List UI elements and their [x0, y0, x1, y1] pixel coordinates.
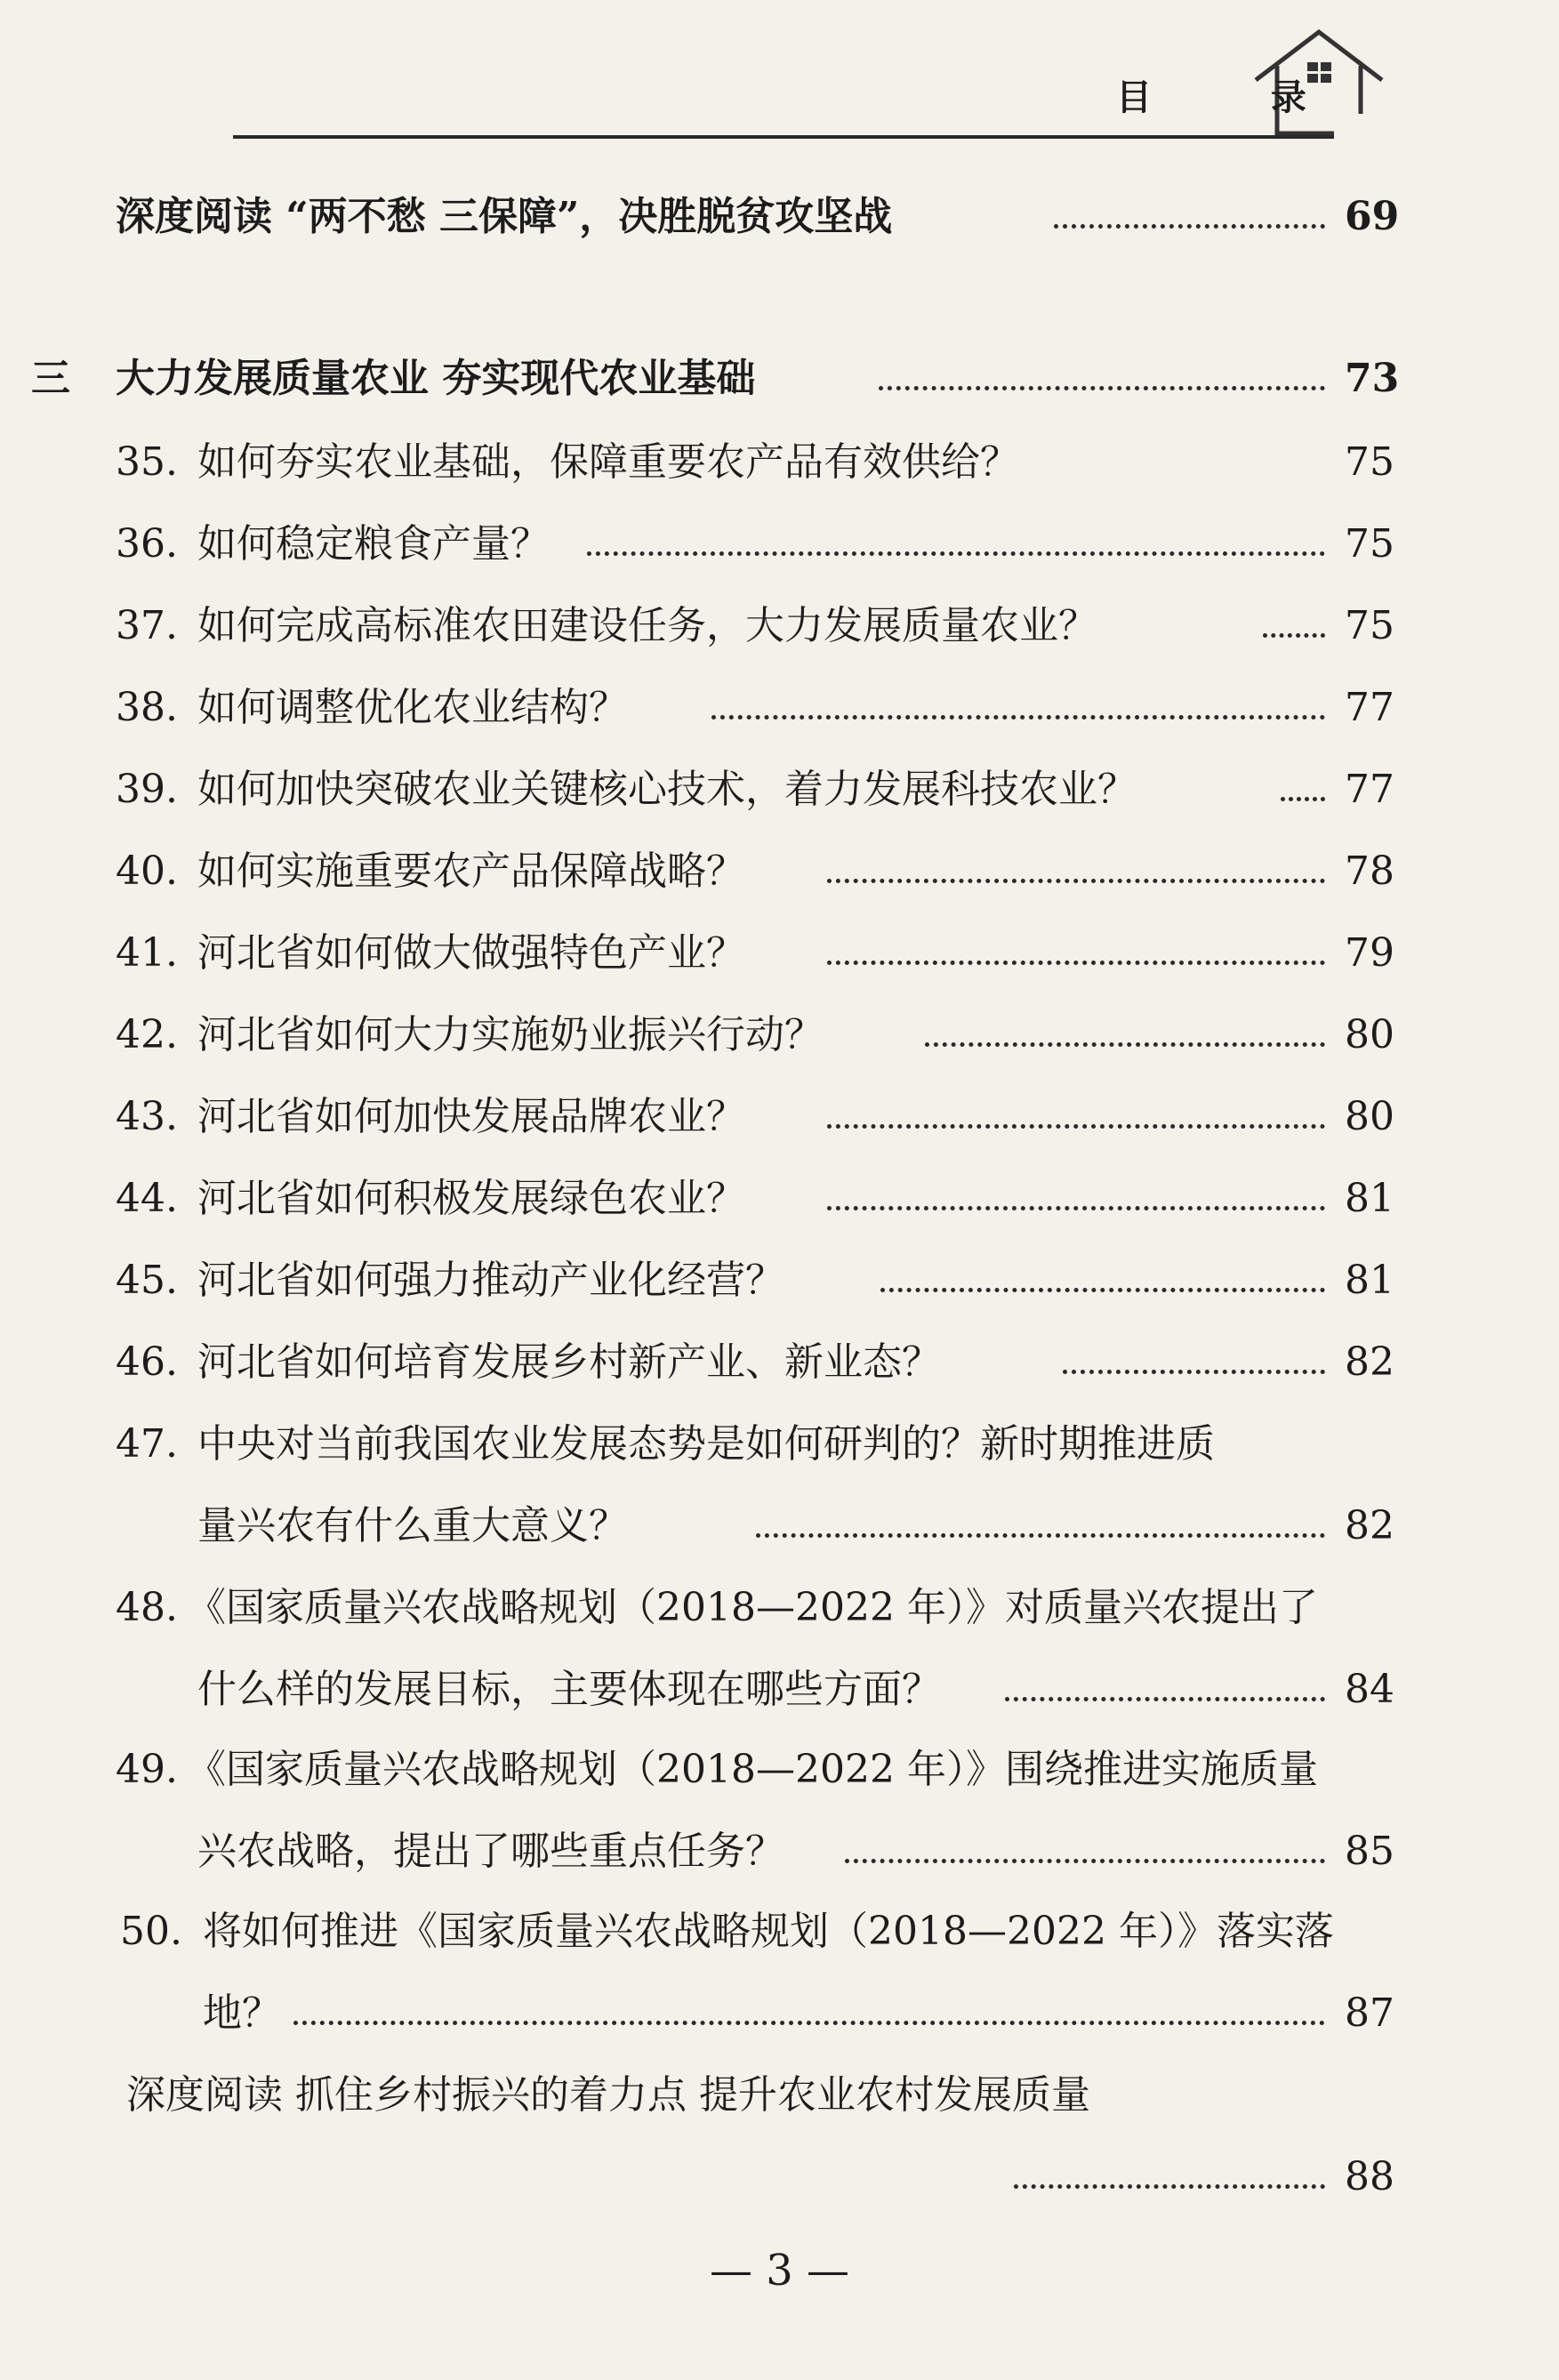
entry-title-continued: 兴农战略，提出了哪些重点任务？: [197, 1829, 784, 1874]
entry-title: 河北省如何培育发展乡村新产业、新业态？: [197, 1339, 941, 1385]
entry-title: 河北省如何积极发展绿色农业？: [197, 1176, 745, 1221]
entry-number: 46.: [116, 1339, 178, 1385]
entry-title: 河北省如何加快发展品牌农业？: [197, 1094, 745, 1139]
page-number: 82: [1345, 1339, 1394, 1385]
entry-title: 如何加快突破农业关键核心技术，着力发展科技农业？: [197, 767, 1137, 812]
page-number: 88: [1345, 2154, 1394, 2199]
page-number: 73: [1345, 356, 1400, 401]
entry-title: 《国家质量兴农战略规划（2018—2022 年）》对质量兴农提出了: [187, 1585, 1318, 1630]
entry-number: 38.: [116, 685, 178, 730]
entry-number: 39.: [116, 767, 178, 812]
leader-dots: [756, 1533, 1325, 1538]
entry-number: 35.: [116, 439, 178, 485]
page-number: 80: [1345, 1094, 1394, 1139]
leader-dots: [925, 1042, 1325, 1047]
leader-dots: [1063, 1370, 1325, 1374]
entry-title: 《国家质量兴农战略规划（2018—2022 年）》围绕推进实施质量: [187, 1747, 1318, 1792]
page-footer: — 3 —: [709, 2246, 850, 2296]
leader-dots: [293, 2021, 1325, 2025]
section-title: 大力发展质量农业 夯实现代农业基础: [116, 356, 756, 401]
entry-title: 将如何推进《国家质量兴农战略规划（2018—2022 年）》落实落: [203, 1909, 1334, 1954]
page-number: 75: [1345, 439, 1394, 485]
leader-dots: [1281, 797, 1325, 801]
entry-title: 深度阅读 抓住乡村振兴的着力点 提升农业农村发展质量: [126, 2072, 1090, 2118]
leader-dots: [711, 715, 1325, 720]
entry-title-continued: 量兴农有什么重大意义？: [197, 1503, 628, 1548]
page-number: 84: [1345, 1667, 1394, 1712]
entry-title: 如何调整优化农业结构？: [197, 685, 628, 730]
leader-dots: [1005, 1697, 1325, 1701]
page-number: 85: [1345, 1829, 1394, 1874]
entry-number: 40.: [116, 848, 178, 894]
leader-dots: [845, 1859, 1325, 1863]
leader-dots: [587, 551, 1325, 556]
entry-title: 如何稳定粮食产量？: [197, 521, 550, 567]
page-number: 75: [1345, 603, 1394, 648]
page-number: 77: [1345, 767, 1394, 812]
leader-dots: [827, 1124, 1325, 1129]
page-number: 81: [1345, 1258, 1394, 1303]
page-number: 69: [1345, 194, 1400, 239]
page-number: 77: [1345, 685, 1394, 730]
leader-dots: [827, 879, 1325, 883]
leader-dots: [880, 1288, 1325, 1292]
leader-dots: [879, 386, 1325, 390]
page-number: 79: [1345, 930, 1394, 976]
entry-number: 41.: [116, 930, 178, 976]
entry-title-continued: 地？: [203, 1990, 281, 2036]
section-number: 三: [31, 356, 70, 401]
leader-dots: [827, 1206, 1325, 1210]
page-number: 78: [1345, 848, 1394, 894]
leader-dots: [1263, 633, 1325, 638]
entry-title: 河北省如何强力推动产业化经营？: [197, 1258, 784, 1303]
entry-number: 44.: [116, 1176, 178, 1221]
entry-number: 42.: [116, 1012, 178, 1057]
entry-number: 50.: [120, 1909, 182, 1954]
entry-title: 如何完成高标准农田建设任务，大力发展质量农业？: [197, 603, 1097, 648]
entry-title: 中央对当前我国农业发展态势是如何研判的？新时期推进质: [197, 1421, 1215, 1467]
entry-number: 43.: [116, 1094, 178, 1139]
entry-number: 48.: [116, 1585, 178, 1630]
entry-title: 如何夯实农业基础，保障重要农产品有效供给？: [197, 439, 1019, 485]
page-number: 81: [1345, 1176, 1394, 1221]
leader-dots: [827, 961, 1325, 965]
page-number: 80: [1345, 1012, 1394, 1057]
entry-number: 36.: [116, 521, 178, 567]
page-number: 82: [1345, 1503, 1394, 1548]
page-number: 75: [1345, 521, 1394, 567]
leader-dots: [1054, 224, 1325, 229]
entry-number: 45.: [116, 1258, 178, 1303]
entry-title: 河北省如何大力实施奶业振兴行动？: [197, 1012, 824, 1057]
page-number: 87: [1345, 1990, 1394, 2036]
header-divider: [233, 135, 1334, 139]
entry-title-continued: 什么样的发展目标，主要体现在哪些方面？: [197, 1667, 941, 1712]
entry-number: 47.: [116, 1421, 178, 1467]
entry-number: 37.: [116, 603, 178, 648]
entry-title: 深度阅读 “两不愁 三保障”，决胜脱贫攻坚战: [116, 194, 893, 239]
entry-number: 49.: [116, 1747, 178, 1792]
entry-title: 如何实施重要农产品保障战略？: [197, 848, 745, 894]
header-title: 目 录: [1116, 76, 1360, 118]
entry-title: 河北省如何做大做强特色产业？: [197, 930, 745, 976]
leader-dots: [1014, 2184, 1325, 2189]
